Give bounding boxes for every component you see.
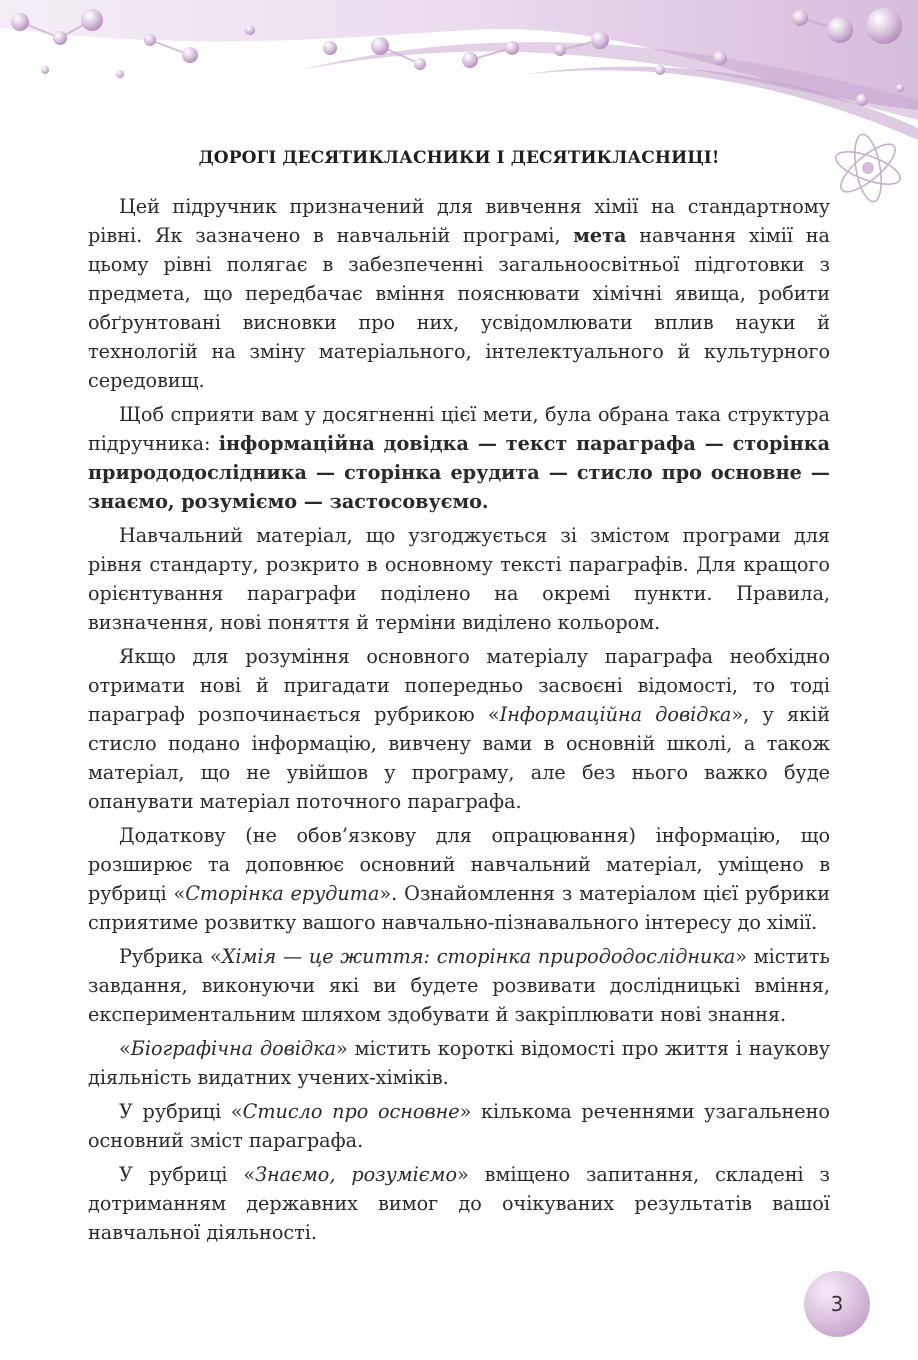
body-paragraph <box>88 1034 830 1092</box>
body-paragraph <box>88 942 830 1029</box>
page-title: ДОРОГІ ДЕСЯТИКЛАСНИКИ І ДЕСЯТИКЛАСНИЦІ! <box>198 148 720 168</box>
italic-text: Знаємо, розуміємо <box>255 1163 457 1186</box>
text-run: » вміщено запитання, складені з дотриманням державних вимог до очікуваних результатів вашої навчальної діяльності. <box>88 1163 830 1244</box>
italic-text: Сторінка ерудита <box>185 882 380 905</box>
body-paragraph <box>88 192 830 395</box>
text-run: У рубриці « <box>119 1163 256 1186</box>
text-run: Щоб сприяти вам у досягненні цієї мети, була обрана така структура підручника: <box>88 403 830 455</box>
body-paragraph <box>88 1160 830 1247</box>
text-run: Рубрика « <box>119 945 222 968</box>
text-run: У рубриці « <box>119 1100 243 1123</box>
body-paragraph <box>88 821 830 937</box>
text-run: » містить короткі відомості про життя і наукову діяльність видатних учених-хіміків. <box>88 1037 830 1089</box>
text-run: Цей підручник призначений для вивчення хімії на стандартному рівні. Як зазначено в навчальній програмі, <box>88 195 830 247</box>
bold-text: інформаційна довідка — текст параграфа — сторінка природодослідника — сторінка ерудита — стисло про основне — знаємо, розуміємо — застосовуємо. <box>88 432 831 513</box>
text-run: ». Ознайомлення з матеріалом цієї рубрики сприятиме розвитку вашого навчально-пізнавального інтересу до хімії. <box>88 882 831 934</box>
body-paragraph <box>88 400 830 516</box>
bold-text: мета <box>573 224 627 247</box>
text-run: Навчальний матеріал, що узгоджується зі змістом програми для рівня стандарту, розкрито в основному тексті параграфів. Для кращого орієнтування параграфи поділено на окремі пункти. Правила, визначення, нові поняття й терміни виділено кольором. <box>88 524 830 634</box>
body-paragraph <box>88 521 830 637</box>
italic-text: Стисло про основне <box>242 1100 460 1123</box>
text-run: », у якій стисло подано інформацію, вивчену вами в основній школі, а також матеріал, що не увійшов у програму, але без нього важко буде опанувати матеріал поточного параграфа. <box>88 703 830 813</box>
page-number: 3 <box>830 1292 844 1316</box>
text-run: » містить завдання, виконуючи які ви будете розвивати дослідницькі вміння, експериментальним шляхом здобувати й закріплювати нові знання. <box>88 945 830 1026</box>
text-run: » кількома реченнями узагальнено основний зміст параграфа. <box>88 1100 830 1152</box>
body-paragraph <box>88 1097 830 1155</box>
text-run: Додаткову (не обов’язкову для опрацювання) інформацію, що розширює та доповнює основний навчальний матеріал, уміщено в рубриці « <box>88 824 830 905</box>
text-run: навчання хімії на цьому рівні полягає в забезпеченні загальноосвітньої підготовки з предмета, що передбачає вміння пояснювати хімічні явища, робити обґрунтовані висновки про них, усвідомлювати вплив науки й технологій на зміну матеріального, інтелектуального й культурного середовищ. <box>88 224 830 392</box>
italic-text: Інформаційна довідка <box>499 703 732 726</box>
italic-text: Хімія — це життя: сторінка природодослідника <box>221 945 736 968</box>
body-paragraph <box>88 642 830 816</box>
text-run: Якщо для розуміння основного матеріалу параграфа необхідно отримати нові й пригадати попередньо засвоєні відомості, то тоді параграф розпочинається рубрикою « <box>88 645 830 726</box>
text-run: « <box>119 1037 131 1060</box>
body-text <box>88 192 830 1247</box>
page-number-badge <box>804 1271 870 1337</box>
page-content <box>88 148 830 1252</box>
italic-text: Біографічна довідка <box>130 1037 337 1060</box>
